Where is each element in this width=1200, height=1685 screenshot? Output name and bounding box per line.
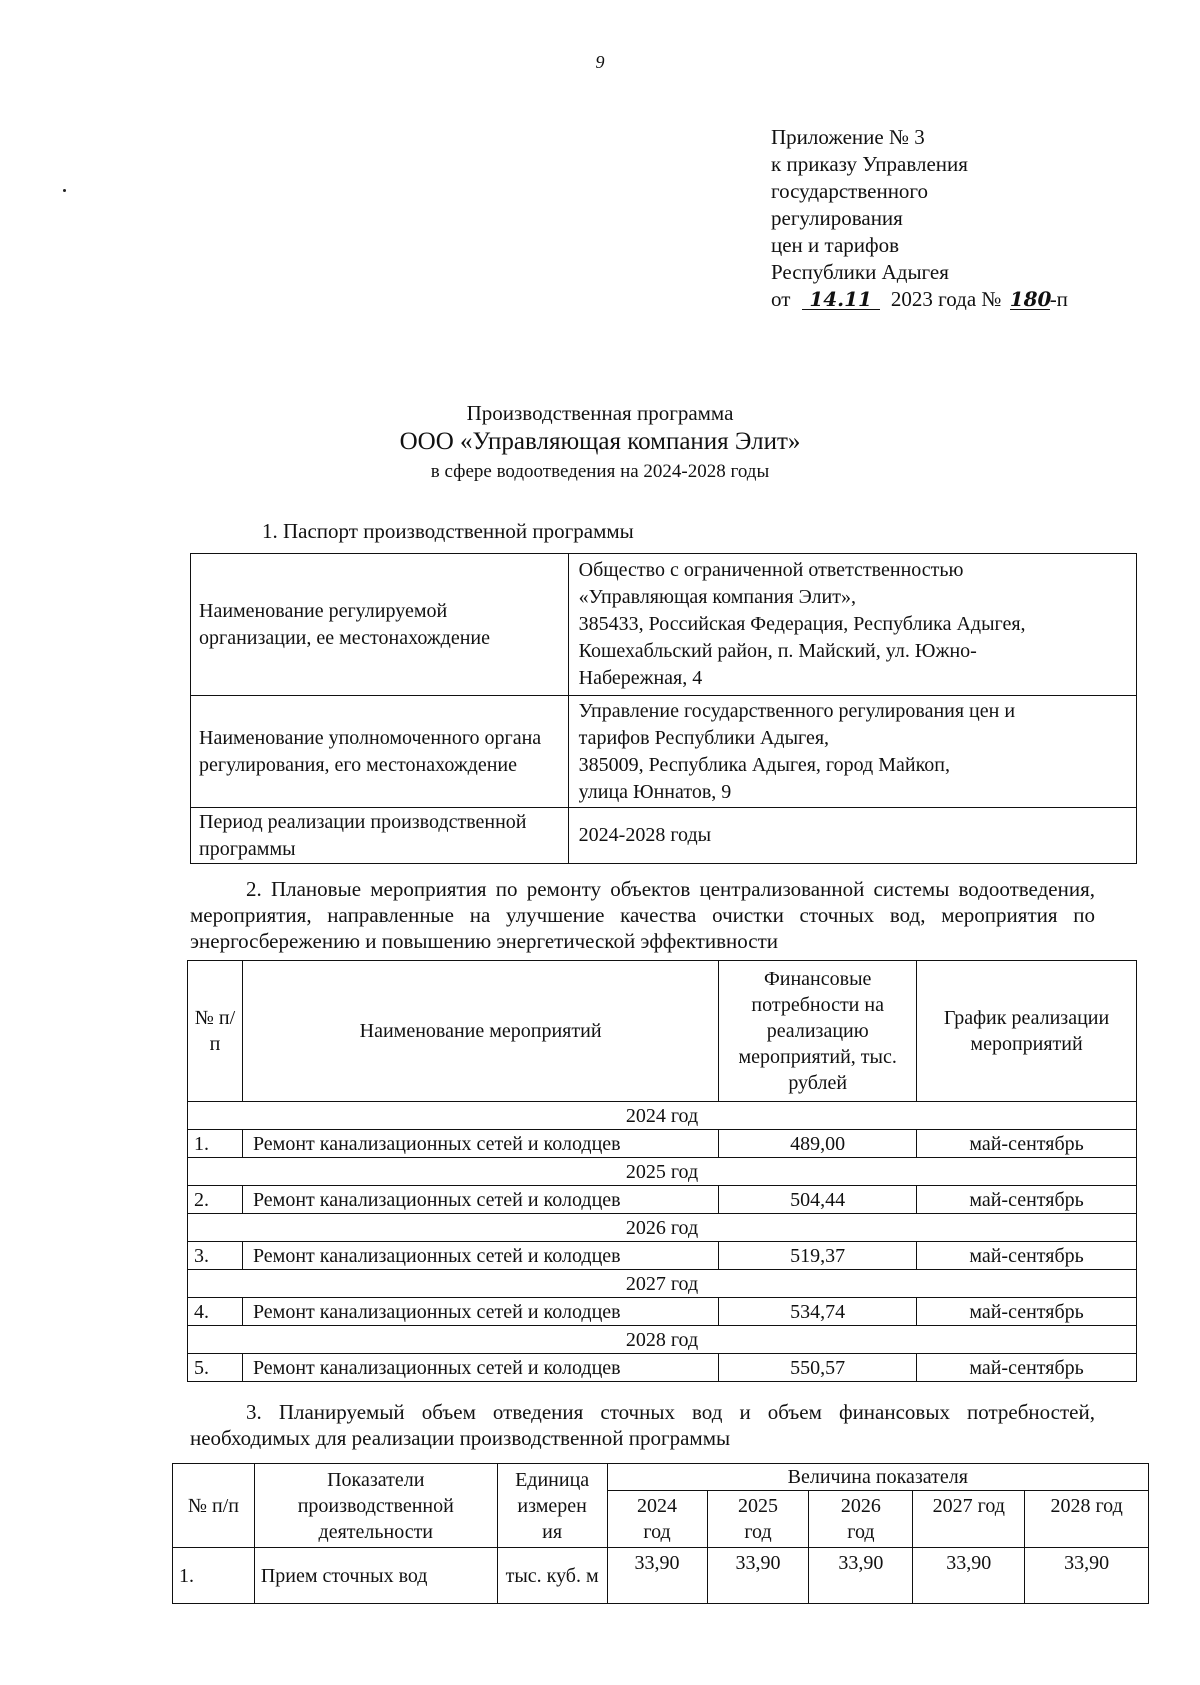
passport-value [568,554,1136,696]
col-header-year: 2025 год [707,1491,809,1548]
year-row [188,1158,1137,1186]
row-value: 33,90 [607,1548,707,1604]
unit-line: ия [542,1520,563,1543]
row-num: 3. [188,1242,243,1270]
col-header-year: 2028 год [1025,1491,1149,1548]
row-amount: 519,37 [719,1242,917,1270]
from-label: от [771,287,791,311]
handwritten-number: 180 [1009,287,1052,311]
approval-line: к приказу Управления [771,152,968,176]
year-label: 2024 год [188,1102,1137,1130]
approval-line: государственного [771,179,929,203]
table-row [188,1130,1137,1158]
value-line: Кошехабльский район, п. Майский, ул. Южно- [578,640,977,662]
row-schedule: май-сентябрь [917,1186,1137,1214]
approval-line: цен и тарифов [771,233,900,257]
table-row [191,808,1137,864]
year-row [188,1326,1137,1354]
row-schedule: май-сентябрь [917,1354,1137,1382]
col-header-num: № п/п [173,1464,255,1548]
passport-value: 2024-2028 годы [568,808,1136,864]
passport-label: Наименование регулируемой организации, ее местонахождение [191,554,569,696]
value-line: улица Юннатов, 9 [578,780,732,803]
table-row [188,1186,1137,1214]
col-header-num: № п/п [188,961,243,1102]
year-label: 2027 год [188,1270,1137,1298]
title-line-1: Производственная программа [466,401,734,425]
year-label: 2028 год [188,1326,1137,1354]
row-name: Ремонт канализационных сетей и колодцев [242,1354,718,1382]
document-title [0,400,1200,485]
col-header-value: Величина показателя [607,1464,1148,1491]
row-value: 33,90 [809,1548,913,1604]
row-num: 2. [188,1186,243,1214]
year-label: 2025 год [188,1158,1137,1186]
passport-label: Период реализации производственной программы [191,808,569,864]
year-row [188,1102,1137,1130]
row-name: Ремонт канализационных сетей и колодцев [242,1242,718,1270]
row-unit: тыс. куб. м [497,1548,607,1604]
table-header-row [173,1464,1149,1491]
col-header-year: 2024 год [607,1491,707,1548]
section3-heading: 3. Планируемый объем отведения сточных вод и объем финансовых потребностей, необходимых для реализации производственной программы [190,1400,1095,1450]
value-line: Общество с ограниченной ответственностью [578,559,964,581]
row-value: 33,90 [707,1548,809,1604]
table-header-row [188,961,1137,1102]
table-row [188,1242,1137,1270]
approval-block [771,124,1068,313]
page-number: 9 [595,52,605,72]
table-row [191,696,1137,808]
row-num: 4. [188,1298,243,1326]
row-name: Ремонт канализационных сетей и колодцев [242,1298,718,1326]
col-header-finance: Финансовые потребности на реализацию мероприятий, тыс. рублей [719,961,917,1102]
year-text: 2023 года № [890,287,1002,311]
row-value: 33,90 [1025,1548,1149,1604]
number-suffix: -п [1049,287,1068,311]
row-num: 5. [188,1354,243,1382]
scan-speck [63,189,66,192]
col-header-indicator: Показатели производственной деятельности [254,1464,497,1548]
value-line: 385433, Российская Федерация, Республика Адыгея, [578,613,1026,635]
row-schedule: май-сентябрь [917,1130,1137,1158]
table-row [173,1548,1149,1604]
year-label: 2026 год [188,1214,1137,1242]
table-row [191,554,1137,696]
unit-line: измерен [517,1494,587,1517]
col-header-year: 2026 год [809,1491,913,1548]
row-schedule: май-сентябрь [917,1242,1137,1270]
volume-table [172,1463,1149,1604]
row-amount: 489,00 [719,1130,917,1158]
passport-label: Наименование уполномоченного органа регулирования, его местонахождение [191,696,569,808]
value-line: тарифов Республики Адыгея, [578,726,830,749]
row-name: Ремонт канализационных сетей и колодцев [242,1130,718,1158]
table-row [188,1354,1137,1382]
section2-heading: 2. Плановые мероприятия по ремонту объектов централизованной системы водоотведения, мероприятия, направленные на улучшение качества очистки сточных вод, мероприятия по энергосбережению и повышению энергетической эффективности [190,877,1095,953]
row-amount: 534,74 [719,1298,917,1326]
approval-date-line [771,286,1068,313]
table-row [188,1298,1137,1326]
year-row [188,1270,1137,1298]
approval-line: Республики Адыгея [771,260,949,284]
col-header-unit [497,1464,607,1548]
handwritten-date: 14.11 [802,289,880,310]
value-line: Управление государственного регулирования цен и [578,699,1016,722]
row-num: 1. [173,1548,255,1604]
title-line-3: в сфере водоотведения на 2024-2028 годы [430,461,770,482]
col-header-name: Наименование мероприятий [242,961,718,1102]
row-amount: 504,44 [719,1186,917,1214]
approval-line: Приложение № 3 [771,125,925,149]
row-indicator: Прием сточных вод [254,1548,497,1604]
value-line: Набережная, 4 [578,667,703,689]
row-amount: 550,57 [719,1354,917,1382]
col-header-schedule: График реализации мероприятий [917,961,1137,1102]
row-value: 33,90 [913,1548,1025,1604]
section1-heading: 1. Паспорт производственной программы [262,519,634,543]
passport-table [190,553,1137,864]
measures-table [187,960,1137,1382]
unit-line: Единица [515,1468,590,1491]
value-line: «Управляющая компания Элит», [578,586,856,608]
approval-line: регулирования [771,206,903,230]
row-schedule: май-сентябрь [917,1298,1137,1326]
title-line-2: ООО «Управляющая компания Элит» [399,428,801,455]
value-line: 385009, Республика Адыгея, город Майкоп, [578,753,951,776]
col-header-year: 2027 год [913,1491,1025,1548]
row-name: Ремонт канализационных сетей и колодцев [242,1186,718,1214]
passport-value [568,696,1136,808]
row-num: 1. [188,1130,243,1158]
year-row [188,1214,1137,1242]
